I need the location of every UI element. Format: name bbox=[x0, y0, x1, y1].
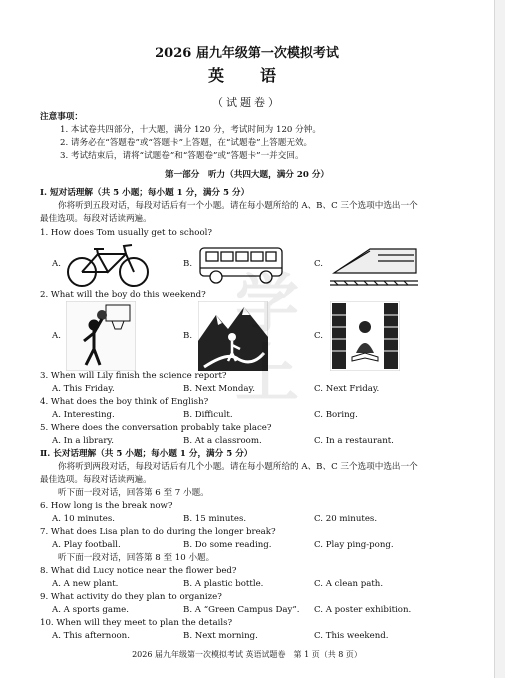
note-item: 1. 本试卷共四部分，十大题，满分 120 分，考试时间为 120 分钟。 bbox=[60, 125, 321, 135]
reading-icon bbox=[330, 301, 400, 371]
option-b: B. Next Monday. bbox=[183, 384, 255, 394]
option-c: C. A clean path. bbox=[314, 579, 384, 589]
option-a: A. 10 minutes. bbox=[52, 514, 115, 524]
option-b: B. At a classroom. bbox=[183, 436, 262, 446]
question-stem: 9. What activity do they plan to organize? bbox=[40, 592, 222, 602]
option-a: A. A sports game. bbox=[52, 605, 129, 615]
option-c: C. Boring. bbox=[314, 410, 358, 420]
option-b: B. Do some reading. bbox=[183, 540, 272, 550]
sub-instruction: 听下面一段对话，回答第 6 至 7 小题。 bbox=[58, 488, 209, 498]
option-b: B. 15 minutes. bbox=[183, 514, 247, 524]
option-c: C. bbox=[314, 331, 324, 341]
basketball-icon bbox=[66, 301, 136, 371]
option-c: C. This weekend. bbox=[314, 631, 389, 641]
option-a: A. Interesting. bbox=[52, 410, 115, 420]
option-c: C. bbox=[314, 259, 324, 269]
exam-title: 2026 届九年级第一次模拟考试 bbox=[155, 46, 339, 61]
option-a: A. bbox=[52, 259, 61, 269]
option-a: A. Play football. bbox=[52, 540, 121, 550]
watermark: 学 上 bbox=[235, 268, 299, 412]
option-b: B. A plastic bottle. bbox=[183, 579, 264, 589]
question-stem: 4. What does the boy think of English? bbox=[40, 397, 209, 407]
option-c: C. 20 minutes. bbox=[314, 514, 378, 524]
section-instruction: 你将听到五段对话，每段对话后有一个小题。请在每小题所给的 A、B、C 三个选项中选出一个 bbox=[58, 201, 418, 211]
option-b: B. A “Green Campus Day”. bbox=[183, 605, 300, 615]
sub-instruction: 听下面一段对话，回答第 8 至 10 小题。 bbox=[58, 553, 215, 563]
section-instruction: 最佳选项。每段对话读两遍。 bbox=[40, 475, 152, 485]
bicycle-icon bbox=[64, 241, 154, 289]
section-title: Ⅰ. 短对话理解（共 5 小题；每小题 1 分，满分 5 分） bbox=[40, 188, 250, 198]
section-instruction: 最佳选项。每段对话读两遍。 bbox=[40, 214, 152, 224]
question-stem: 7. What does Lisa plan to do during the longer break? bbox=[40, 527, 276, 537]
question-stem: 1. How does Tom usually get to school? bbox=[40, 228, 212, 238]
option-a: A. In a library. bbox=[52, 436, 114, 446]
option-a: A. This afternoon. bbox=[52, 631, 130, 641]
option-c: C. Next Friday. bbox=[314, 384, 380, 394]
question-stem: 5. Where does the conversation probably take place? bbox=[40, 423, 272, 433]
paper-type: （试题卷） bbox=[212, 96, 282, 109]
question-stem: 3. When will Lily finish the science report? bbox=[40, 371, 227, 381]
option-a: A. This Friday. bbox=[52, 384, 115, 394]
note-item: 2. 请务必在“答题卷”或“答题卡”上答题，在“试题卷”上答题无效。 bbox=[60, 138, 313, 148]
option-c: C. Play ping-pong. bbox=[314, 540, 394, 550]
option-b: B. Difficult. bbox=[183, 410, 233, 420]
option-a: A. bbox=[52, 331, 61, 341]
note-item: 3. 考试结束后，请将“试题卷”和“答题卷”或“答题卡”一并交回。 bbox=[60, 151, 304, 161]
option-b: B. bbox=[183, 331, 193, 341]
subject-title: 英 语 bbox=[207, 66, 286, 85]
section-instruction: 你将听到两段对话，每段对话后有几个小题。请在每小题所给的 A、B、C 三个选项中选出一个 bbox=[58, 462, 418, 472]
notes-heading: 注意事项： bbox=[40, 112, 83, 122]
part-title: 第一部分 听力（共四大题，满分 20 分） bbox=[164, 170, 330, 180]
question-stem: 10. When will they meet to plan the details? bbox=[40, 618, 233, 628]
train-icon bbox=[330, 243, 418, 287]
page-footer: 2026 届九年级第一次模拟考试 英语试题卷 第 1 页（共 8 页） bbox=[132, 650, 362, 659]
option-c: C. In a restaurant. bbox=[314, 436, 394, 446]
option-a: A. A new plant. bbox=[52, 579, 119, 589]
option-b: B. Next morning. bbox=[183, 631, 258, 641]
option-c: C. A poster exhibition. bbox=[314, 605, 412, 615]
question-stem: 2. What will the boy do this weekend? bbox=[40, 290, 206, 300]
option-b: B. bbox=[183, 259, 193, 269]
section-title: Ⅱ. 长对话理解（共 5 小题；每小题 1 分，满分 5 分） bbox=[40, 449, 253, 459]
question-stem: 8. What did Lucy notice near the flower bed? bbox=[40, 566, 237, 576]
question-stem: 6. How long is the break now? bbox=[40, 501, 173, 511]
